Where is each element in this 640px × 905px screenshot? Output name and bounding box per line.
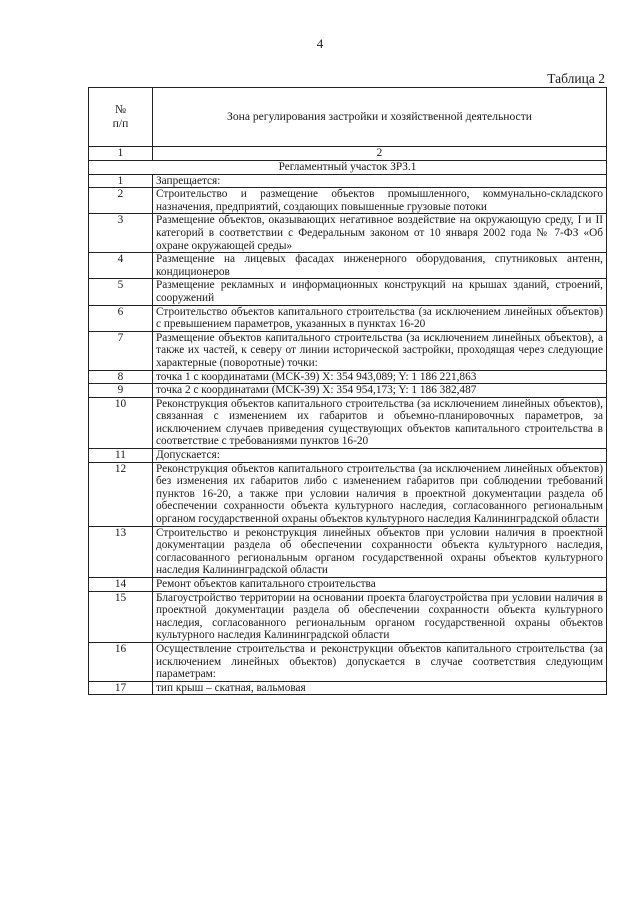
row-number: 14 — [89, 578, 153, 592]
table-row — [89, 370, 607, 384]
row-text: точка 1 с координатами (МСК-39) X: 354 943,089; Y: 1 186 221,863 — [153, 370, 607, 384]
column-number-2: 2 — [153, 147, 607, 161]
row-text: тип крыш – скатная, вальмовая — [153, 681, 607, 695]
table-caption: Таблица 2 — [547, 71, 605, 86]
table-row — [89, 642, 607, 681]
row-number: 17 — [89, 681, 153, 695]
row-text: Строительство и реконструкция линейных объектов при условии наличия в проектной документации раздела об обеспечении сохранности объекта культурного наследия, согласованного региональным органом государственной охраны объектов культурного наследия Калининградской области — [153, 526, 607, 577]
regulation-table — [88, 87, 607, 695]
section-title-row — [89, 160, 607, 174]
row-text: Размещение рекламных и информационных конструкций на крышах зданий, строений, сооружений — [153, 279, 607, 305]
row-text: Размещение объектов капитального строительства (за исключением линейных объектов), а также их частей, к северу от линии исторической застройки, проходящая через следующие характерные (поворотные) точки: — [153, 331, 607, 370]
row-number: 8 — [89, 370, 153, 384]
row-text: Осуществление строительства и реконструкции объектов капитального строительства (за исключением линейных объектов) допускается в случае соответствия следующим параметрам: — [153, 642, 607, 681]
row-number: 3 — [89, 214, 153, 253]
row-text: Ремонт объектов капитального строительства — [153, 578, 607, 592]
row-text: Запрещается: — [153, 174, 607, 188]
table-row — [89, 174, 607, 188]
row-text: Реконструкция объектов капитального строительства (за исключением линейных объектов), связанная с изменением их габаритов и объемно-планировочных параметров, за исключением случаев приведения существующих объектов капитального строительства в соответствие с требованиями пунктов 16-20 — [153, 397, 607, 448]
header-zone-cell: Зона регулирования застройки и хозяйственной деятельности — [153, 88, 607, 147]
section-title: Регламентный участок ЗРЗ.1 — [89, 160, 607, 174]
table-row — [89, 188, 607, 214]
row-text: Реконструкция объектов капитального строительства (за исключением линейных объектов) без изменения их габаритов либо с изменением габаритов при соблюдении требований пунктов 16-20, а также при условии наличия в проектной документации раздела об обеспечении сохранности объекта культурного наследия, согласованного региональным органом государственной охраны объектов культурного наследия Калининградской области — [153, 462, 607, 526]
row-text: Размещение на лицевых фасадах инженерного оборудования, спутниковых антенн, кондиционеров — [153, 253, 607, 279]
row-number: 9 — [89, 384, 153, 398]
row-text: Строительство и размещение объектов промышленного, коммунально-складского назначения, предприятий, создающих повышенные грузовые потоки — [153, 188, 607, 214]
row-number: 1 — [89, 174, 153, 188]
row-text: Благоустройство территории на основании проекта благоустройства при условии наличия в проектной документации раздела об обеспечении сохранности объекта культурного наследия, согласованного региональным органом государственной охраны объектов культурного наследия Калининградской области — [153, 591, 607, 642]
table-row — [89, 578, 607, 592]
table-row — [89, 279, 607, 305]
table-row — [89, 397, 607, 448]
table-row — [89, 462, 607, 526]
row-number: 12 — [89, 462, 153, 526]
table-row — [89, 449, 607, 463]
table-row — [89, 526, 607, 577]
row-number: 5 — [89, 279, 153, 305]
row-number: 7 — [89, 331, 153, 370]
row-number: 4 — [89, 253, 153, 279]
page-number: 4 — [316, 36, 324, 51]
table-row — [89, 681, 607, 695]
row-number: 15 — [89, 591, 153, 642]
row-number: 11 — [89, 449, 153, 463]
row-text: Размещение объектов, оказывающих негативное воздействие на окружающую среду, I и II категорий в соответствии с Федеральным законом от 10 января 2002 года № 7-ФЗ «Об охране окружающей среды» — [153, 214, 607, 253]
table-header-row — [89, 88, 607, 147]
row-text: точка 2 с координатами (МСК-39) X: 354 954,173; Y: 1 186 382,487 — [153, 384, 607, 398]
table-row — [89, 214, 607, 253]
row-text: Допускается: — [153, 449, 607, 463]
row-number: 16 — [89, 642, 153, 681]
row-text: Строительство объектов капитального строительства (за исключением линейных объектов) с превышением параметров, указанных в пунктах 16-20 — [153, 305, 607, 331]
table-row — [89, 591, 607, 642]
row-number: 2 — [89, 188, 153, 214]
table-row — [89, 253, 607, 279]
table-row — [89, 384, 607, 398]
column-number-row — [89, 147, 607, 161]
table-row — [89, 305, 607, 331]
header-number-cell: № п/п — [89, 88, 153, 147]
column-number-1: 1 — [89, 147, 153, 161]
table-row — [89, 331, 607, 370]
row-number: 10 — [89, 397, 153, 448]
row-number: 13 — [89, 526, 153, 577]
row-number: 6 — [89, 305, 153, 331]
